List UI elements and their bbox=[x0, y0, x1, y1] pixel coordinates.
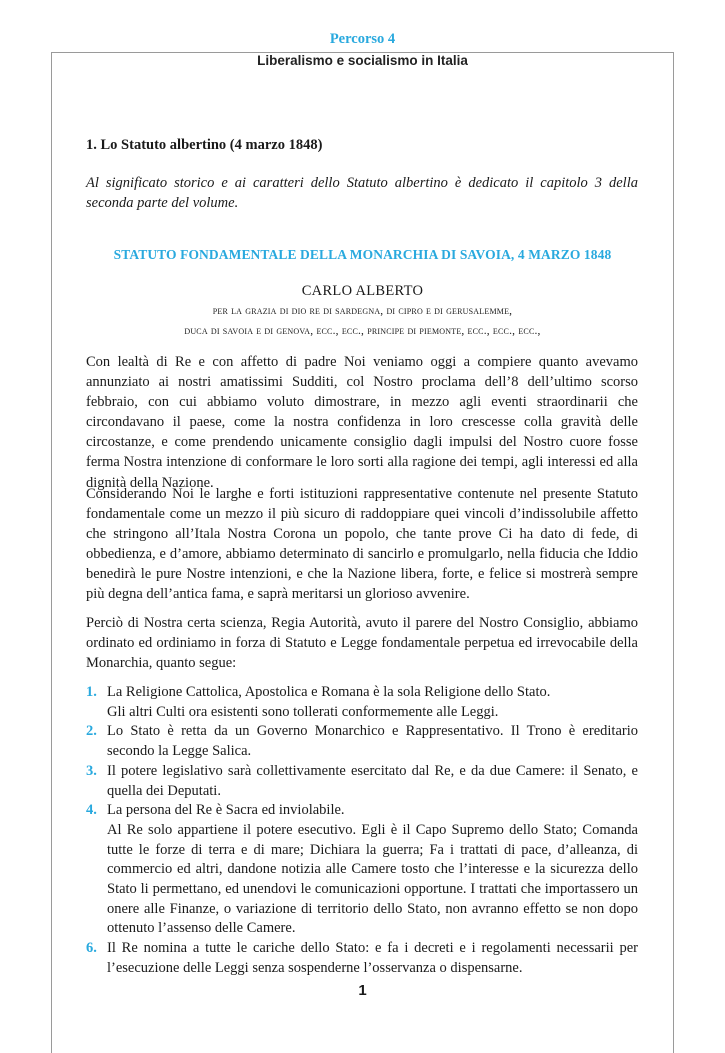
article-item bbox=[86, 801, 638, 939]
king-title-line-1: per la grazia di dio re di sardegna, di cipro e di gerusalemme, bbox=[212, 305, 513, 317]
article-text: La persona del Re è Sacra ed inviolabile. bbox=[107, 802, 345, 819]
article-subtext: Gli altri Culti ora esistenti sono tollerati conformemente alle Leggi. bbox=[107, 703, 499, 720]
section-intro: Al significato storico e ai caratteri dello Statuto albertino è dedicato il capitolo 3 della seconda parte del volume. bbox=[86, 175, 638, 211]
preamble-paragraph-1: Con lealtà di Re e con affetto di padre Noi veniamo oggi a compiere quanto avevamo annunziato ai nostri amatissimi Sudditi, col Nostro proclama dell’8 dell’ultimo scorso febbraio, con cui abbiamo voluto dimostrare, in mezzo agli eventi straordinarii che circondavano il paese, come la nostra confidenza in loro crescesse colla gravità delle circostanze, e come prendendo unicamente consiglio dagli impulsi del Nostro cuore fosse ferma Nostra intenzione di conformare le loro sorti alla ragione dei tempi, agli interessi ed alla dignità della Nazione. bbox=[86, 354, 638, 491]
preamble-paragraph-2: Considerando Noi le larghe e forti istituzioni rappresentative contenute nel presente Statuto fondamentale come un mezzo il più sicuro di raddoppiare quei vincoli d’indissolubile affetto che stringono all’Itala Nostra Corona un popolo, che tante prove Ci ha dato di fede, di obbedienza, e d’amore, abbiamo determinato di sancirlo e promulgarlo, nella fiducia che Iddio benedirà le pure Nostre intenzioni, e che la Nazione libera, forte, e felice si mostrerà sempre più degna dell’antica fama, e saprà meritarsi un glorioso avvenire. bbox=[86, 486, 638, 603]
article-item bbox=[86, 722, 638, 761]
article-text: Il Re nomina a tutte le cariche dello Stato: e fa i decreti e i regolamenti necessarii per l’esecuzione delle Leggi senza sospenderne l’osservanza o dispensarne. bbox=[107, 940, 638, 976]
article-text: Lo Stato è retta da un Governo Monarchico e Rappresentativo. Il Trono è ereditario secondo la Legge Salica. bbox=[107, 723, 638, 760]
article-number: 1. bbox=[86, 684, 97, 700]
statute-heading: STATUTO FONDAMENTALE DELLA MONARCHIA DI SAVOIA, 4 MARZO 1848 bbox=[113, 247, 612, 262]
article-number: 3. bbox=[86, 762, 97, 779]
article-number: 2. bbox=[86, 723, 97, 740]
section-title: 1. Lo Statuto albertino (4 marzo 1848) bbox=[86, 137, 323, 153]
article-item bbox=[86, 683, 638, 722]
article-item bbox=[86, 762, 638, 801]
article-text: La Religione Cattolica, Apostolica e Romana è la sola Religione dello Stato. bbox=[107, 684, 551, 700]
articles-list bbox=[86, 683, 638, 979]
preamble-paragraph-3: Perciò di Nostra certa scienza, Regia Autorità, avuto il parere del Nostro Consiglio, abbiamo ordinato ed ordiniamo in forza di Statuto e Legge fondamentale perpetua ed irrevocabile della Monarchia, quanto segue: bbox=[86, 615, 638, 672]
page-number: 1 bbox=[358, 982, 367, 999]
article-subtext: Al Re solo appartiene il potere esecutivo. Egli è il Capo Supremo dello Stato; Comanda tutte le forze di terra e di mare; Dichiara la guerra; Fa i trattati di pace, d’alleanza, di commercio ed altri, dandone notizia alle Camere tosto che l’interesse e la sicurezza dello Stato li permettano, ed unendovi le comunicazioni opportune. I trattati che importassero un onere alle Finanze, o variazione di territorio dello Stato, non avranno effetto se non dopo ottenuto l’assenso delle Camere. bbox=[107, 821, 638, 937]
king-title-line-2: duca di savoia e di genova, ecc., ecc., principe di piemonte, ecc., ecc., ecc., bbox=[184, 325, 541, 337]
king-name: CARLO ALBERTO bbox=[301, 283, 424, 299]
article-item bbox=[86, 939, 638, 978]
percorso-label: Percorso 4 bbox=[329, 31, 396, 47]
article-number: 6. bbox=[86, 940, 97, 957]
page-subtitle: Liberalismo e socialismo in Italia bbox=[257, 53, 468, 68]
article-number: 4. bbox=[86, 802, 97, 819]
article-text: Il potere legislativo sarà collettivamente esercitato dal Re, e da due Camere: il Senato, e quella dei Deputati. bbox=[107, 762, 638, 799]
